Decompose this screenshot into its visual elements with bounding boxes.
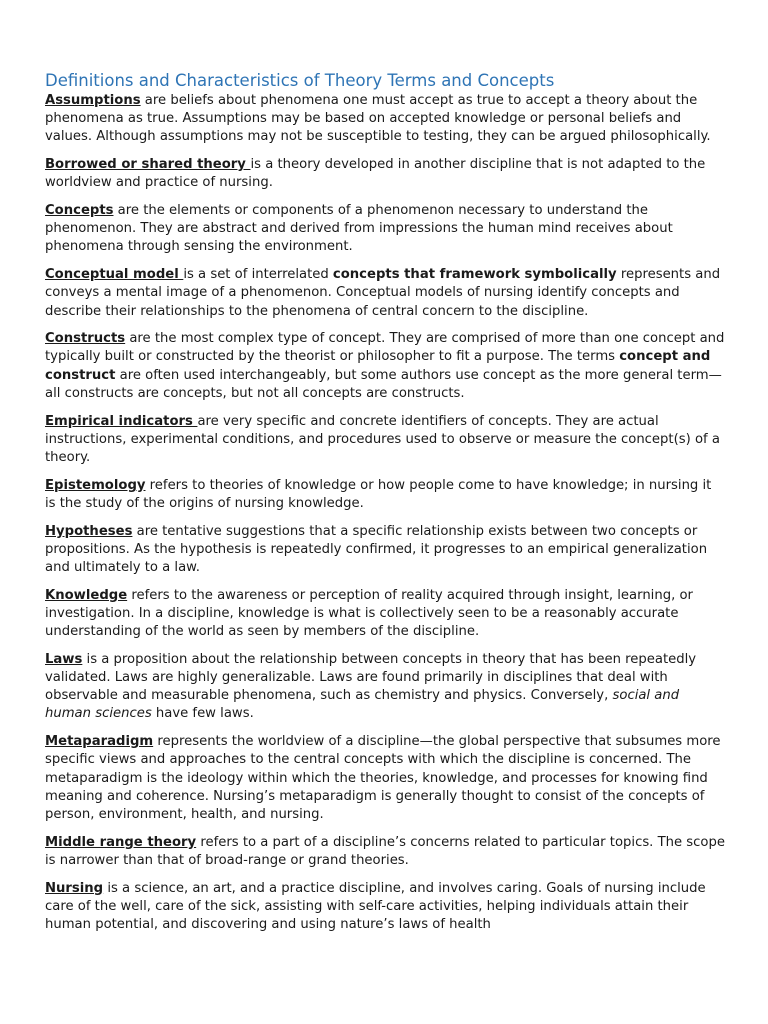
term-label: Borrowed or shared theory: [45, 157, 251, 173]
term-label: Assumptions: [45, 93, 141, 108]
definition-middle-range-theory: [45, 834, 725, 870]
term-label: Conceptual model: [45, 267, 184, 283]
definition-text: represents and conveys a mental image of a phenomenon. Conceptual models of nursing identify concepts and describe their relationships to the phenomena of central concern to the discipline.: [45, 267, 721, 319]
definition-text: is a proposition about the relationship between concepts in theory that has been repeatedly validated. Laws are highly generalizable. Laws are found primarily in disciplines that deal with observable and measurable phenomena, such as chemistry and physics. Conversely,: [45, 651, 697, 704]
definition-nursing: [45, 880, 725, 935]
term-label: Laws: [45, 651, 83, 667]
definition-constructs: [45, 330, 725, 403]
definition-text: represents the worldview of a discipline—the global perspective that subsumes more specific views and approaches to the central concepts with which the discipline is concerned. The metaparadigm is the ideology within which the theories, knowledge, and processes for knowing find meaning and coherence. Nursing’s metaparadigm is generally thought to consist of the concepts of person, environment, health, and nursing.: [45, 734, 721, 822]
definition-text: are beliefs about phenomena one must accept as true to accept a theory about the phenomena as true. Assumptions may be based on accepted knowledge or personal beliefs and values. Although assumptions may not be susceptible to testing, they can be argued philosophically.: [45, 93, 711, 145]
term-label: Epistemology: [45, 477, 146, 493]
definition-text: are tentative suggestions that a specific relationship exists between two concepts or propositions. As the hypothesis is repeatedly confirmed, it progresses to an empirical generalization and ultimately to a law.: [45, 523, 708, 575]
document-title: Definitions and Characteristics of Theory Terms and Concepts: [45, 71, 555, 90]
definition-assumptions: [45, 92, 725, 147]
emphasis-text: concepts that framework symbolically: [332, 267, 617, 283]
definition-conceptual-model: [45, 266, 725, 321]
definition-text: refers to the awareness or perception of reality acquired through insight, learning, or investigation. In a discipline, knowledge is what is collectively seen to be a reasonably accurate understanding of the world as seen by members of the discipline.: [45, 587, 693, 640]
term-label: Metaparadigm: [45, 734, 154, 750]
definition-text: are the elements or components of a phenomenon necessary to understand the phenomenon. They are abstract and derived from impressions the human mind receives about phenomena through sensing the environment.: [45, 203, 673, 255]
document-page: [45, 70, 725, 944]
definition-text: refers to a part of a discipline’s concerns related to particular topics. The scope is narrower than that of broad-range or grand theories.: [45, 834, 725, 868]
definition-text: is a science, an art, and a practice discipline, and involves caring. Goals of nursing include care of the well, care of the sick, assisting with self-care activities, helping individuals attain their human potential, and discovering and using nature’s laws of health: [45, 880, 706, 932]
term-label: Middle range theory: [45, 834, 197, 850]
term-label: Constructs: [45, 331, 126, 347]
definition-text: are the most complex type of concept. They are comprised of more than one concept and typically built or constructed by the theorist or philosopher to fit a purpose. The terms: [45, 331, 725, 365]
term-label: Knowledge: [45, 587, 128, 603]
definition-text: is a theory developed in another discipline that is not adapted to the worldview and practice of nursing.: [45, 157, 706, 191]
definition-text: are very specific and concrete identifiers of concepts. They are actual instructions, experimental conditions, and procedures used to observe or measure the concept(s) of a theory.: [45, 413, 720, 465]
definition-laws: [45, 651, 725, 724]
definition-borrowed-theory: [45, 156, 725, 192]
emphasis-text: concept and construct: [45, 349, 711, 383]
definition-metaparadigm: [45, 733, 725, 824]
definition-knowledge: [45, 587, 725, 642]
definition-text: are often used interchangeably, but some authors use concept as the more general term—all constructs are concepts, but not all concepts are constructs.: [45, 367, 722, 401]
term-label: Concepts: [45, 203, 114, 219]
definition-empirical-indicators: [45, 413, 725, 468]
definition-text: have few laws.: [151, 706, 254, 722]
term-label: Nursing: [45, 880, 104, 896]
definition-text: is a set of interrelated: [183, 267, 333, 283]
term-label: Empirical indicators: [45, 413, 198, 429]
definition-hypotheses: [45, 523, 725, 578]
definition-epistemology: [45, 477, 725, 513]
definition-text: refers to theories of knowledge or how people come to have knowledge; in nursing it is the study of the origins of nursing knowledge.: [45, 477, 712, 511]
emphasis-text: social and human sciences: [45, 688, 680, 722]
definition-concepts: [45, 202, 725, 257]
term-label: Hypotheses: [45, 523, 133, 539]
